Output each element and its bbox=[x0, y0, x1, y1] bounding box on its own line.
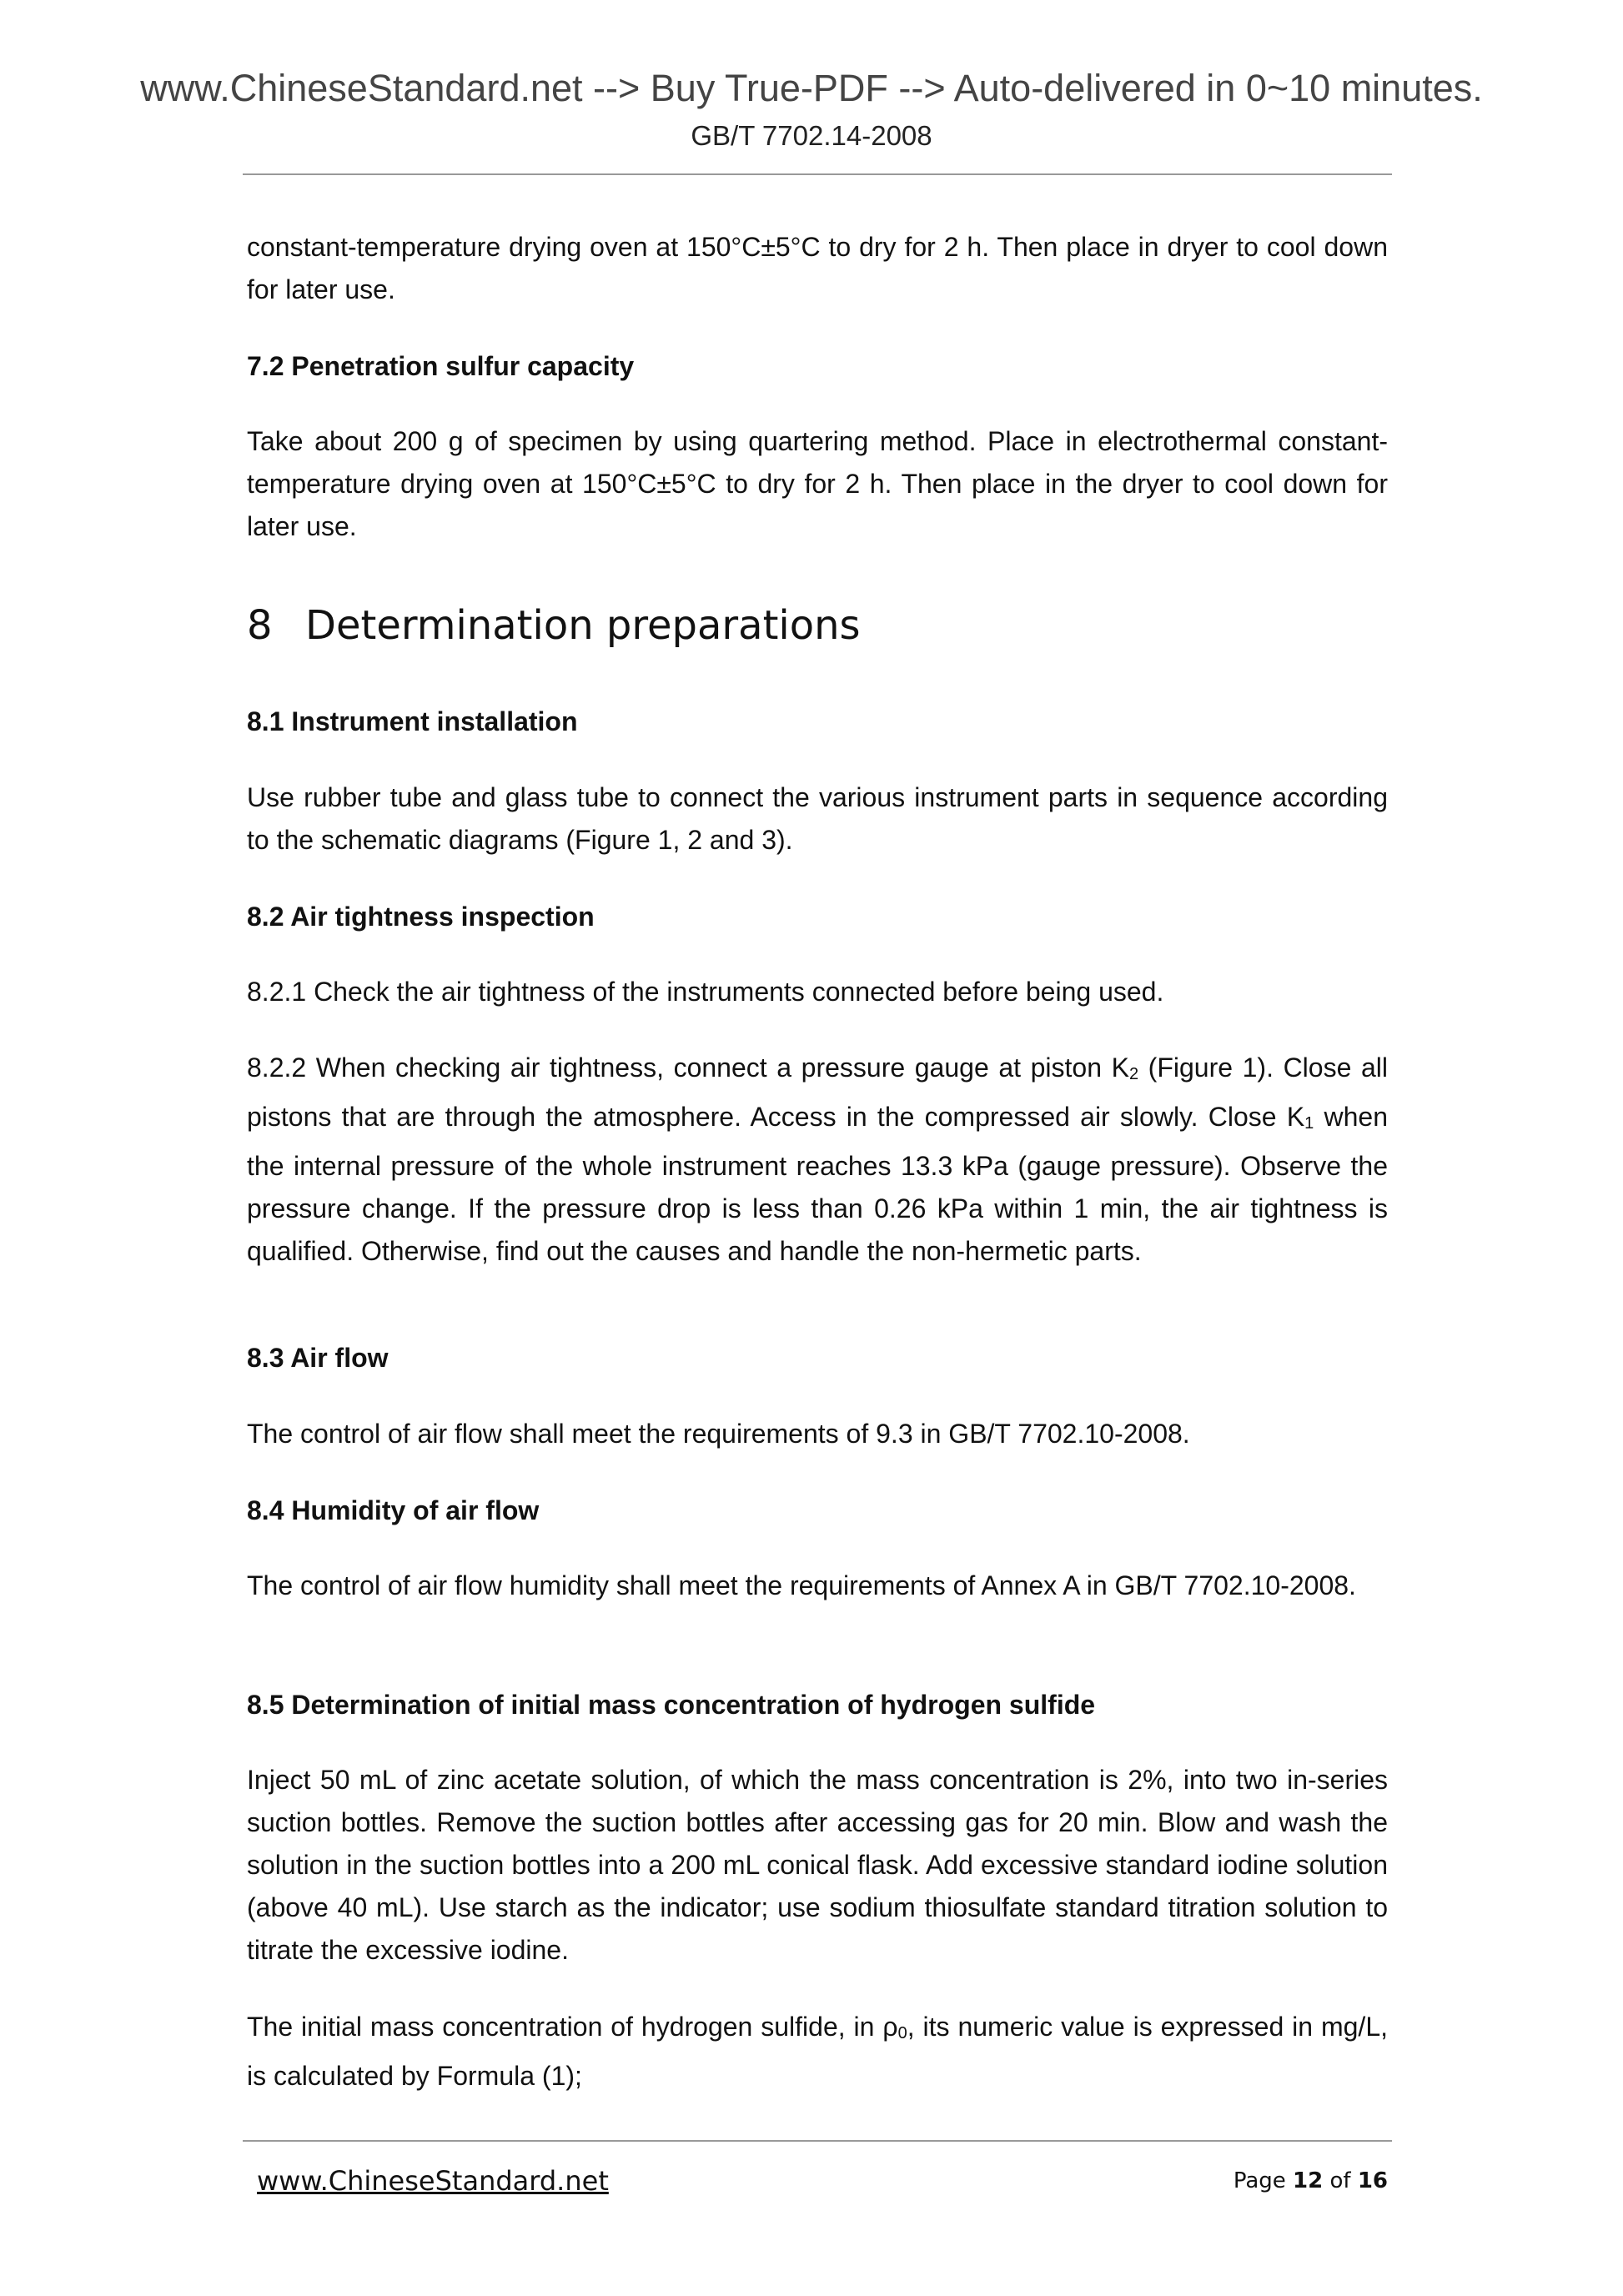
paragraph-8-1: Use rubber tube and glass tube to connect the various instrument parts in sequence according to the schematic diagrams (Figure 1, 2 and 3). bbox=[247, 782, 1388, 855]
heading-8 bbox=[247, 600, 861, 651]
subscript: 1 bbox=[1304, 1114, 1314, 1133]
page-label: Page bbox=[1233, 2168, 1286, 2193]
paragraph-8-2-1: 8.2.1 Check the air tightness of the instruments connected before being used. bbox=[247, 977, 1164, 1007]
paragraph-8-4: The control of air flow humidity shall meet the requirements of Annex A in GB/T 7702.10-2008. bbox=[247, 1570, 1356, 1600]
heading-7-2: 7.2 Penetration sulfur capacity bbox=[247, 351, 635, 381]
text: 8.2.2 When checking air tightness, connect a pressure gauge at piston K bbox=[247, 1053, 1129, 1083]
heading-8-1: 8.1 Instrument installation bbox=[247, 706, 578, 736]
text: , its numeric value is expressed in mg/L, is calculated by Formula (1); bbox=[247, 2012, 1389, 2091]
subscript: 0 bbox=[897, 2024, 907, 2042]
paragraph-8-2-2 bbox=[247, 1047, 1388, 1273]
page-total: 16 bbox=[1357, 2168, 1388, 2193]
page-number bbox=[1234, 2168, 1388, 2193]
paragraph-7-2: Take about 200 g of specimen by using quartering method. Place in electrothermal constant-temperature drying oven at 150°C±5°C to dry for 2 h. Then place in the dryer to cool down for later use. bbox=[247, 426, 1388, 541]
paragraph-formula-intro bbox=[247, 2006, 1388, 2098]
paragraph-8-3: The control of air flow shall meet the requirements of 9.3 in GB/T 7702.10-2008. bbox=[247, 1419, 1190, 1449]
heading-8-number: 8 bbox=[247, 602, 273, 649]
footer-divider bbox=[243, 2140, 1392, 2142]
heading-8-5: 8.5 Determination of initial mass concentration of hydrogen sulfide bbox=[247, 1690, 1096, 1720]
heading-8-2: 8.2 Air tightness inspection bbox=[247, 902, 595, 932]
standard-id: GB/T 7702.14-2008 bbox=[691, 120, 932, 151]
header-divider bbox=[243, 173, 1392, 175]
heading-8-title: Determination preparations bbox=[305, 602, 861, 649]
page-current: 12 bbox=[1293, 2168, 1324, 2193]
heading-8-4: 8.4 Humidity of air flow bbox=[247, 1495, 540, 1525]
paragraph-8-5: Inject 50 mL of zinc acetate solution, of which the mass concentration is 2%, into two in-series suction bottles. Remove the suction bottles after accessing gas for 20 min. Blow and wash the solution in the suction bottles into a 200 mL conical flask. Add excessive standard iodine solution (above 40 mL). Use starch as the indicator; use sodium thiosulfate standard titration solution to titrate the excessive iodine. bbox=[247, 1765, 1388, 1965]
text: (Figure 1). Close all pistons that are through the atmosphere. Access in the compressed air slowly. Close K bbox=[247, 1053, 1389, 1132]
footer-link[interactable]: www.ChineseStandard.net bbox=[257, 2165, 609, 2197]
subscript: 2 bbox=[1128, 1065, 1139, 1083]
text: The initial mass concentration of hydrogen sulfide, in ρ bbox=[247, 2012, 898, 2042]
heading-8-3: 8.3 Air flow bbox=[247, 1343, 389, 1373]
text: when the internal pressure of the whole instrument reaches 13.3 kPa (gauge pressure). Observe the pressure change. If the pressure drop is less than 0.26 kPa within 1 min, the air tightness is qualified. Otherwise, find out the causes and handle the non-hermetic parts. bbox=[247, 1102, 1389, 1266]
header-banner: www.ChineseStandard.net --> Buy True-PDF --> Auto-delivered in 0~10 minutes. bbox=[140, 67, 1483, 109]
page-of: of bbox=[1329, 2168, 1351, 2193]
paragraph-intro: constant-temperature drying oven at 150°C±5°C to dry for 2 h. Then place in dryer to cool down for later use. bbox=[247, 232, 1388, 304]
